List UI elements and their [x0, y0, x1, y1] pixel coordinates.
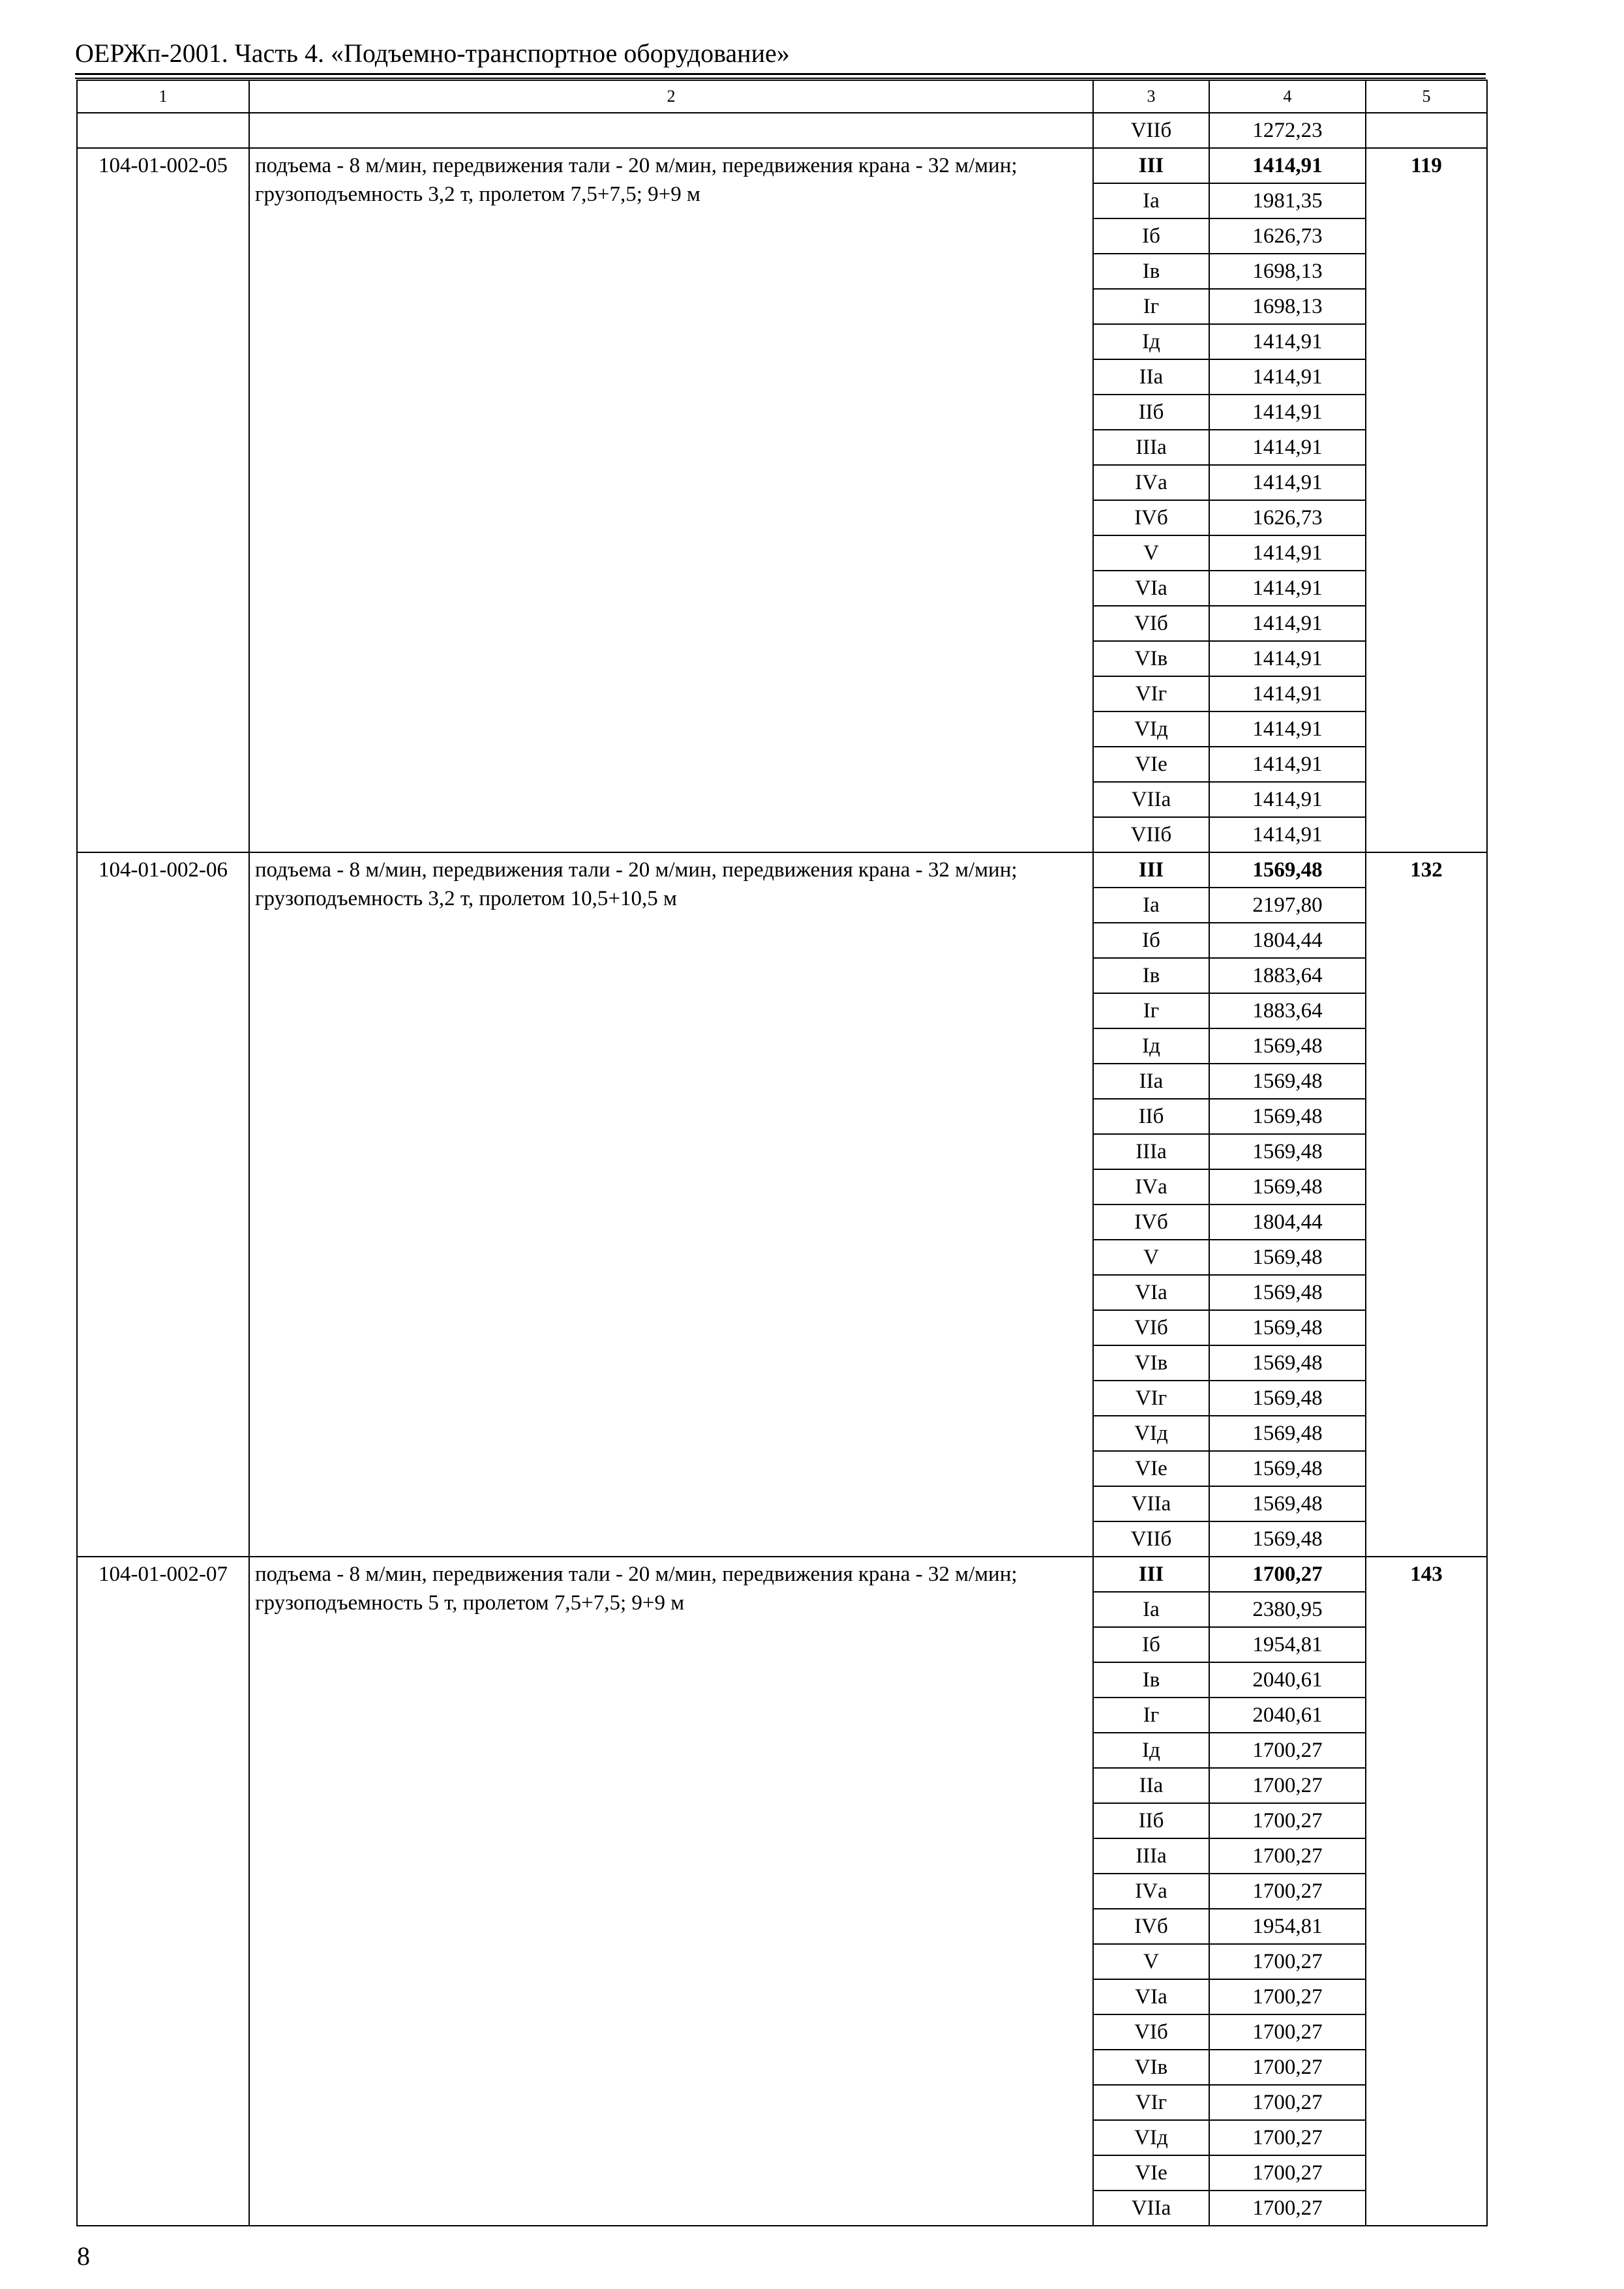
- price-cell: 1569,48: [1209, 1134, 1366, 1169]
- price-cell: 1700,27: [1209, 1557, 1366, 1592]
- zone-cell: IIб: [1093, 1803, 1209, 1838]
- description-cell: подъема - 8 м/мин, передвижения тали - 20 м/мин, передвижения крана - 32 м/мин; грузоподъемность 3,2 т, пролетом 7,5+7,5; 9+9 м: [249, 148, 1093, 852]
- price-cell: 1569,48: [1209, 1345, 1366, 1381]
- labor-cell: 119: [1366, 148, 1487, 852]
- price-cell: 1883,64: [1209, 958, 1366, 993]
- rates-table: [76, 80, 1488, 2226]
- price-cell: 1626,73: [1209, 218, 1366, 254]
- zone-cell: VIг: [1093, 1381, 1209, 1416]
- price-cell: 1700,27: [1209, 2085, 1366, 2120]
- description-cell: подъема - 8 м/мин, передвижения тали - 20 м/мин, передвижения крана - 32 м/мин; грузоподъемность 3,2 т, пролетом 10,5+10,5 м: [249, 852, 1093, 1557]
- labor-cell: 132: [1366, 852, 1487, 1557]
- zone-cell: IIа: [1093, 359, 1209, 395]
- price-cell: 1569,48: [1209, 1486, 1366, 1521]
- zone-cell: VIа: [1093, 571, 1209, 606]
- price-cell: 1414,91: [1209, 535, 1366, 571]
- column-header: 1: [77, 80, 249, 113]
- column-header: 4: [1209, 80, 1366, 113]
- zone-cell: VIб: [1093, 1310, 1209, 1345]
- price-cell: 1569,48: [1209, 1099, 1366, 1134]
- zone-cell: Iб: [1093, 923, 1209, 958]
- price-cell: 1414,91: [1209, 571, 1366, 606]
- price-cell: 1414,91: [1209, 430, 1366, 465]
- price-cell: 1569,48: [1209, 1451, 1366, 1486]
- zone-cell: VIг: [1093, 676, 1209, 711]
- zone-cell: Iг: [1093, 1698, 1209, 1733]
- zone-cell: Iг: [1093, 993, 1209, 1028]
- code-cell: 104-01-002-06: [77, 852, 249, 1557]
- price-cell: 1414,91: [1209, 359, 1366, 395]
- zone-cell: Iб: [1093, 1627, 1209, 1662]
- price-cell: 2197,80: [1209, 888, 1366, 923]
- zone-cell: Iв: [1093, 958, 1209, 993]
- price-cell: 1569,48: [1209, 1275, 1366, 1310]
- price-cell: 1569,48: [1209, 1169, 1366, 1204]
- zone-cell: Iа: [1093, 183, 1209, 218]
- price-cell: 1569,48: [1209, 1064, 1366, 1099]
- zone-cell: IVа: [1093, 1874, 1209, 1909]
- price-cell: 1414,91: [1209, 324, 1366, 359]
- zone-cell: IIб: [1093, 395, 1209, 430]
- zone-cell: VIа: [1093, 1979, 1209, 2014]
- rates-table-body: [77, 80, 1487, 2226]
- zone-cell: VIIа: [1093, 782, 1209, 817]
- zone-cell: III: [1093, 1557, 1209, 1592]
- table-row: [77, 852, 1487, 888]
- zone-cell: IIа: [1093, 1768, 1209, 1803]
- zone-cell: VIб: [1093, 2014, 1209, 2050]
- zone-cell: VIд: [1093, 1416, 1209, 1451]
- code-cell: 104-01-002-05: [77, 148, 249, 852]
- zone-cell: VIд: [1093, 2120, 1209, 2155]
- price-cell: 1414,91: [1209, 395, 1366, 430]
- zone-cell: Iа: [1093, 1592, 1209, 1627]
- price-cell: 1700,27: [1209, 2155, 1366, 2191]
- price-cell: 1569,48: [1209, 1381, 1366, 1416]
- price-cell: 1414,91: [1209, 465, 1366, 500]
- zone-cell: VIIб: [1093, 113, 1209, 148]
- zone-cell: VIIа: [1093, 2191, 1209, 2226]
- column-header: 2: [249, 80, 1093, 113]
- labor-cell: [1366, 113, 1487, 148]
- zone-cell: Iа: [1093, 888, 1209, 923]
- price-cell: 1414,91: [1209, 747, 1366, 782]
- price-cell: 2040,61: [1209, 1698, 1366, 1733]
- zone-cell: III: [1093, 148, 1209, 183]
- code-cell: [77, 113, 249, 148]
- zone-cell: VIг: [1093, 2085, 1209, 2120]
- zone-cell: VIб: [1093, 606, 1209, 641]
- zone-cell: VIIб: [1093, 1521, 1209, 1557]
- price-cell: 1804,44: [1209, 923, 1366, 958]
- price-cell: 1414,91: [1209, 676, 1366, 711]
- price-cell: 1569,48: [1209, 852, 1366, 888]
- price-cell: 1700,27: [1209, 1803, 1366, 1838]
- zone-cell: IVб: [1093, 1909, 1209, 1944]
- labor-cell: 143: [1366, 1557, 1487, 2226]
- price-cell: 1804,44: [1209, 1204, 1366, 1240]
- zone-cell: Iб: [1093, 218, 1209, 254]
- price-cell: 1414,91: [1209, 641, 1366, 676]
- price-cell: 1700,27: [1209, 1979, 1366, 2014]
- price-cell: 1414,91: [1209, 817, 1366, 852]
- price-cell: 1414,91: [1209, 782, 1366, 817]
- zone-cell: Iд: [1093, 1733, 1209, 1768]
- zone-cell: Iв: [1093, 1662, 1209, 1698]
- table-row: [77, 148, 1487, 183]
- zone-cell: IVб: [1093, 1204, 1209, 1240]
- column-header: 3: [1093, 80, 1209, 113]
- price-cell: 1700,27: [1209, 2014, 1366, 2050]
- zone-cell: VIе: [1093, 1451, 1209, 1486]
- description-cell: [249, 113, 1093, 148]
- price-cell: 1414,91: [1209, 148, 1366, 183]
- zone-cell: V: [1093, 1240, 1209, 1275]
- price-cell: 1569,48: [1209, 1240, 1366, 1275]
- zone-cell: IIIа: [1093, 430, 1209, 465]
- zone-cell: VIа: [1093, 1275, 1209, 1310]
- price-cell: 2380,95: [1209, 1592, 1366, 1627]
- document-title: ОЕРЖп-2001. Часть 4. «Подъемно-транспортное оборудование»: [75, 38, 790, 68]
- price-cell: 1700,27: [1209, 1768, 1366, 1803]
- zone-cell: IVа: [1093, 1169, 1209, 1204]
- zone-cell: VIд: [1093, 711, 1209, 747]
- zone-cell: Iг: [1093, 289, 1209, 324]
- price-cell: 1569,48: [1209, 1521, 1366, 1557]
- price-cell: 1569,48: [1209, 1310, 1366, 1345]
- continuation-row: [77, 113, 1487, 148]
- price-cell: 1700,27: [1209, 2191, 1366, 2226]
- zone-cell: Iд: [1093, 324, 1209, 359]
- price-cell: 1626,73: [1209, 500, 1366, 535]
- description-cell: подъема - 8 м/мин, передвижения тали - 20 м/мин, передвижения крана - 32 м/мин; грузоподъемность 5 т, пролетом 7,5+7,5; 9+9 м: [249, 1557, 1093, 2226]
- page-number: 8: [77, 2241, 90, 2271]
- zone-cell: IIа: [1093, 1064, 1209, 1099]
- price-cell: 1414,91: [1209, 606, 1366, 641]
- price-cell: 1883,64: [1209, 993, 1366, 1028]
- zone-cell: V: [1093, 535, 1209, 571]
- header-rule-thin: [75, 78, 1486, 79]
- zone-cell: VIв: [1093, 1345, 1209, 1381]
- zone-cell: VIIа: [1093, 1486, 1209, 1521]
- zone-cell: Iв: [1093, 254, 1209, 289]
- zone-cell: IVб: [1093, 500, 1209, 535]
- zone-cell: VIв: [1093, 641, 1209, 676]
- price-cell: 1414,91: [1209, 711, 1366, 747]
- zone-cell: IIIа: [1093, 1838, 1209, 1874]
- price-cell: 1700,27: [1209, 1733, 1366, 1768]
- zone-cell: VIе: [1093, 2155, 1209, 2191]
- column-header: 5: [1366, 80, 1487, 113]
- price-cell: 1569,48: [1209, 1416, 1366, 1451]
- price-cell: 2040,61: [1209, 1662, 1366, 1698]
- zone-cell: VIIб: [1093, 817, 1209, 852]
- zone-cell: VIе: [1093, 747, 1209, 782]
- zone-cell: V: [1093, 1944, 1209, 1979]
- price-cell: 1700,27: [1209, 2050, 1366, 2085]
- zone-cell: III: [1093, 852, 1209, 888]
- price-cell: 1700,27: [1209, 2120, 1366, 2155]
- price-cell: 1700,27: [1209, 1944, 1366, 1979]
- zone-cell: Iд: [1093, 1028, 1209, 1064]
- price-cell: 1698,13: [1209, 289, 1366, 324]
- price-cell: 1700,27: [1209, 1838, 1366, 1874]
- price-cell: 1272,23: [1209, 113, 1366, 148]
- price-cell: 1981,35: [1209, 183, 1366, 218]
- price-cell: 1954,81: [1209, 1627, 1366, 1662]
- table-row: [77, 1557, 1487, 1592]
- zone-cell: IIб: [1093, 1099, 1209, 1134]
- price-cell: 1698,13: [1209, 254, 1366, 289]
- code-cell: 104-01-002-07: [77, 1557, 249, 2226]
- zone-cell: IIIа: [1093, 1134, 1209, 1169]
- price-cell: 1954,81: [1209, 1909, 1366, 1944]
- price-cell: 1700,27: [1209, 1874, 1366, 1909]
- zone-cell: VIв: [1093, 2050, 1209, 2085]
- price-cell: 1569,48: [1209, 1028, 1366, 1064]
- header-rule: [75, 73, 1486, 75]
- column-number-row: [77, 80, 1487, 113]
- zone-cell: IVа: [1093, 465, 1209, 500]
